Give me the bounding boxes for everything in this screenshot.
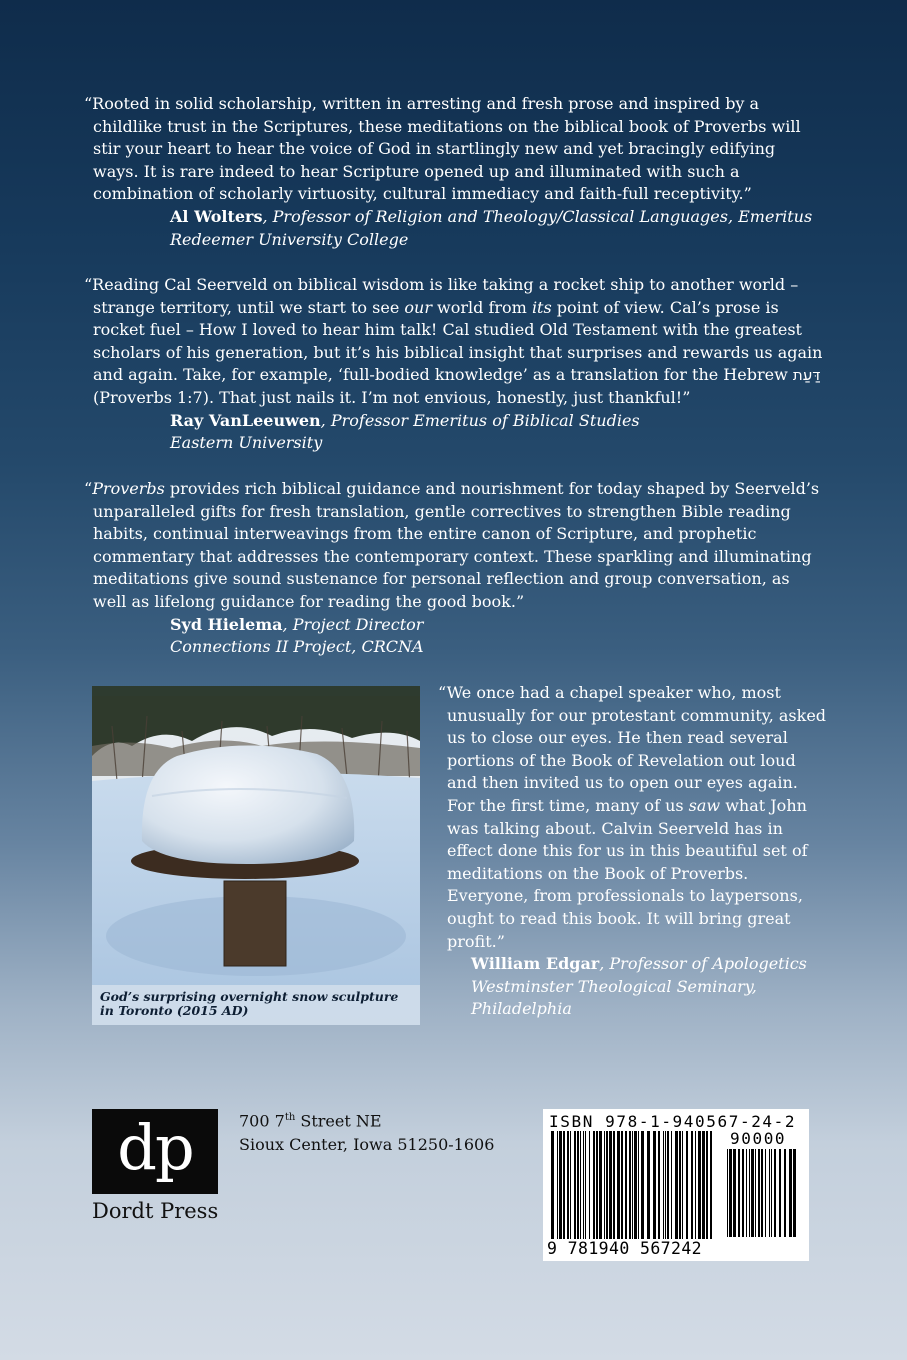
photo-caption: God’s surprising overnight snow sculpture in Toronto (2015 AD): [92, 985, 420, 1025]
barcode-bar: [789, 1149, 792, 1237]
barcode-bar: [671, 1131, 672, 1239]
barcode-bar: [761, 1149, 763, 1237]
barcode-bar: [604, 1131, 605, 1239]
barcode-bar: [755, 1149, 756, 1237]
endorser-affiliation: Redeemer University College: [170, 229, 409, 249]
endorsement-hielema: [84, 478, 824, 659]
barcode-bar: [733, 1149, 736, 1237]
endorser-name: William Edgar: [471, 954, 600, 974]
barcode-bar: [742, 1149, 744, 1237]
hebrew-word: דַּעַת: [792, 366, 821, 385]
barcode-bar: [653, 1131, 656, 1239]
barcode-bar: [638, 1131, 639, 1239]
barcode-bar: [663, 1131, 664, 1239]
logo-mark: dp: [117, 1110, 193, 1184]
endorsement-vanleeuwen: [84, 274, 824, 455]
endorser-name: Al Wolters: [170, 206, 263, 226]
barcode-bar: [551, 1131, 554, 1239]
endorser-affiliation: Eastern University: [170, 433, 323, 453]
address-city: Sioux Center, Iowa 51250-1606: [239, 1134, 495, 1154]
barcode-bar: [617, 1131, 620, 1239]
barcode-bar: [682, 1131, 683, 1239]
barcode-bar: [629, 1131, 631, 1239]
barcode-bar: [765, 1149, 766, 1237]
barcode-bar: [729, 1149, 732, 1237]
barcode-bar: [749, 1149, 750, 1237]
quote-text: “Proverbs provides rich biblical guidance and nourishment for today shaped by Seerveld’s unparalleled gifts for fresh translation, gentle correctives to strengthen Bible reading habits, continual interweavings from the entire canon of Scripture, and prophetic commentary that addresses the contemporary context. These sparkling and illuminating meditations give sound sustenance for personal reflection and group conversation, as well as lifelong guidance for reading the good book.”: [84, 479, 820, 611]
barcode-bar: [593, 1131, 595, 1239]
barcode-bar: [665, 1131, 666, 1239]
barcode-bar: [710, 1131, 712, 1239]
endorsement-edgar: [438, 682, 828, 1021]
barcode-bar: [577, 1131, 579, 1239]
barcode-bar: [585, 1131, 586, 1239]
snow-photo-image: [92, 686, 420, 1025]
barcode-bar: [583, 1131, 584, 1239]
dordt-press-logo: [92, 1109, 218, 1194]
barcode-bar: [695, 1131, 696, 1239]
addon-bars: [727, 1149, 799, 1237]
isbn-text: ISBN 978-1-940567-24-2: [549, 1112, 797, 1131]
quote-text: “We once had a chapel speaker who, most unusually for our protestant community, asked us to close our eyes. He then read several portions of the Book of Revelation out loud and then invited us to open our eyes again. For the first time, many of us saw what John was talking about. Calvin Seerveld has in effect done this for us in this beautiful set of meditations on the Book of Proverbs. Everyone, from professionals to laypersons, ought to read this book. It will bring great profit.”: [438, 683, 827, 951]
endorser-title: , Project Director: [282, 614, 424, 634]
barcode-bar: [746, 1149, 747, 1237]
barcode-bar: [727, 1149, 728, 1237]
isbn-barcode: [543, 1109, 809, 1261]
barcode-bar: [702, 1131, 705, 1239]
barcode-bar: [679, 1131, 681, 1239]
barcode-bar: [621, 1131, 623, 1239]
barcode-bar: [606, 1131, 608, 1239]
barcode-bar: [634, 1131, 637, 1239]
endorser-affiliation: Westminster Theological Seminary,: [471, 976, 757, 996]
barcode-bar: [779, 1149, 781, 1237]
barcode-bar: [686, 1131, 688, 1239]
barcode-bar: [793, 1149, 796, 1237]
endorser-affiliation: Connections II Project, CRCNA: [170, 637, 424, 657]
barcode-bar: [580, 1131, 581, 1239]
barcode-bar: [574, 1131, 576, 1239]
barcode-bar: [691, 1131, 693, 1239]
barcode-bar: [589, 1131, 590, 1239]
address-street: 700 7th Street NE: [239, 1111, 382, 1131]
endorser-title: , Professor of Religion and Theology/Classical Languages, Emeritus: [262, 206, 813, 226]
barcode-bar: [641, 1131, 644, 1239]
barcode-bar: [758, 1149, 760, 1237]
endorser-name: Ray VanLeeuwen: [170, 410, 321, 430]
price-addon-digits: 90000: [730, 1129, 787, 1148]
barcode-bar: [675, 1131, 678, 1239]
barcode-bar: [596, 1131, 598, 1239]
barcode-bar: [567, 1131, 569, 1239]
barcode-bar: [632, 1131, 633, 1239]
barcode-bar: [599, 1131, 602, 1239]
endorsement-wolters: [84, 93, 824, 251]
barcode-bar: [570, 1131, 571, 1239]
barcode-bar: [609, 1131, 612, 1239]
quote-attribution: [438, 953, 828, 976]
barcode-bar: [738, 1149, 740, 1237]
endorser-name: Syd Hielema: [170, 614, 283, 634]
barcode-bar: [563, 1131, 565, 1239]
endorser-title: , Professor Emeritus of Biblical Studies: [320, 410, 640, 430]
snow-sculpture-photo: [92, 686, 420, 1025]
quote-text: “Rooted in solid scholarship, written in arresting and fresh prose and inspired by a childlike trust in the Scriptures, these meditations on the biblical book of Proverbs will stir your heart to hear the voice of God in startlingly new and yet bracingly edifying ways. It is rare indeed to hear Scripture opened up and illuminated with such a combination of scholarly virtuosity, cultural immediacy and faith-full receptivity.”: [84, 94, 801, 204]
quote-attribution: [84, 410, 824, 433]
barcode-bar: [667, 1131, 669, 1239]
barcode-bar: [613, 1131, 615, 1239]
barcode-bar: [774, 1149, 776, 1237]
endorser-city: Philadelphia: [471, 999, 572, 1019]
barcode-bar: [698, 1131, 701, 1239]
barcode-bar: [559, 1131, 562, 1239]
quote-attribution: [84, 614, 824, 637]
ean-digits: 9 781940 567242: [547, 1239, 703, 1258]
barcode-bar: [625, 1131, 627, 1239]
barcode-bar: [751, 1149, 754, 1237]
barcode-bar: [557, 1131, 558, 1239]
barcode-bar: [647, 1131, 650, 1239]
quote-attribution: [84, 206, 824, 229]
endorser-title: , Professor of Apologetics: [599, 954, 807, 974]
barcode-bar: [706, 1131, 708, 1239]
publisher-address: [239, 1106, 494, 1156]
publisher-name: Dordt Press: [92, 1199, 219, 1223]
quote-text: “Reading Cal Seerveld on biblical wisdom is like taking a rocket ship to another world – strange territory, until we start to see our world from its point of view. Cal’s prose is rocket fuel – How I loved to hear him talk! Cal studied Old Testament with the greatest scholars of his generation, but it’s his biblical insight that surprises and rewards us again and again. Take, for example, ‘full-bodied knowledge’ as a translation for the Hebrew דַּעַת (Proverbs 1:7). That just nails it. I’m not envious, honestly, just thankful!”: [84, 275, 823, 407]
barcode-bar: [771, 1149, 772, 1237]
barcode-bar: [784, 1149, 786, 1237]
ean-bars: [551, 1131, 717, 1239]
barcode-bar: [769, 1149, 770, 1237]
barcode-bar: [658, 1131, 660, 1239]
